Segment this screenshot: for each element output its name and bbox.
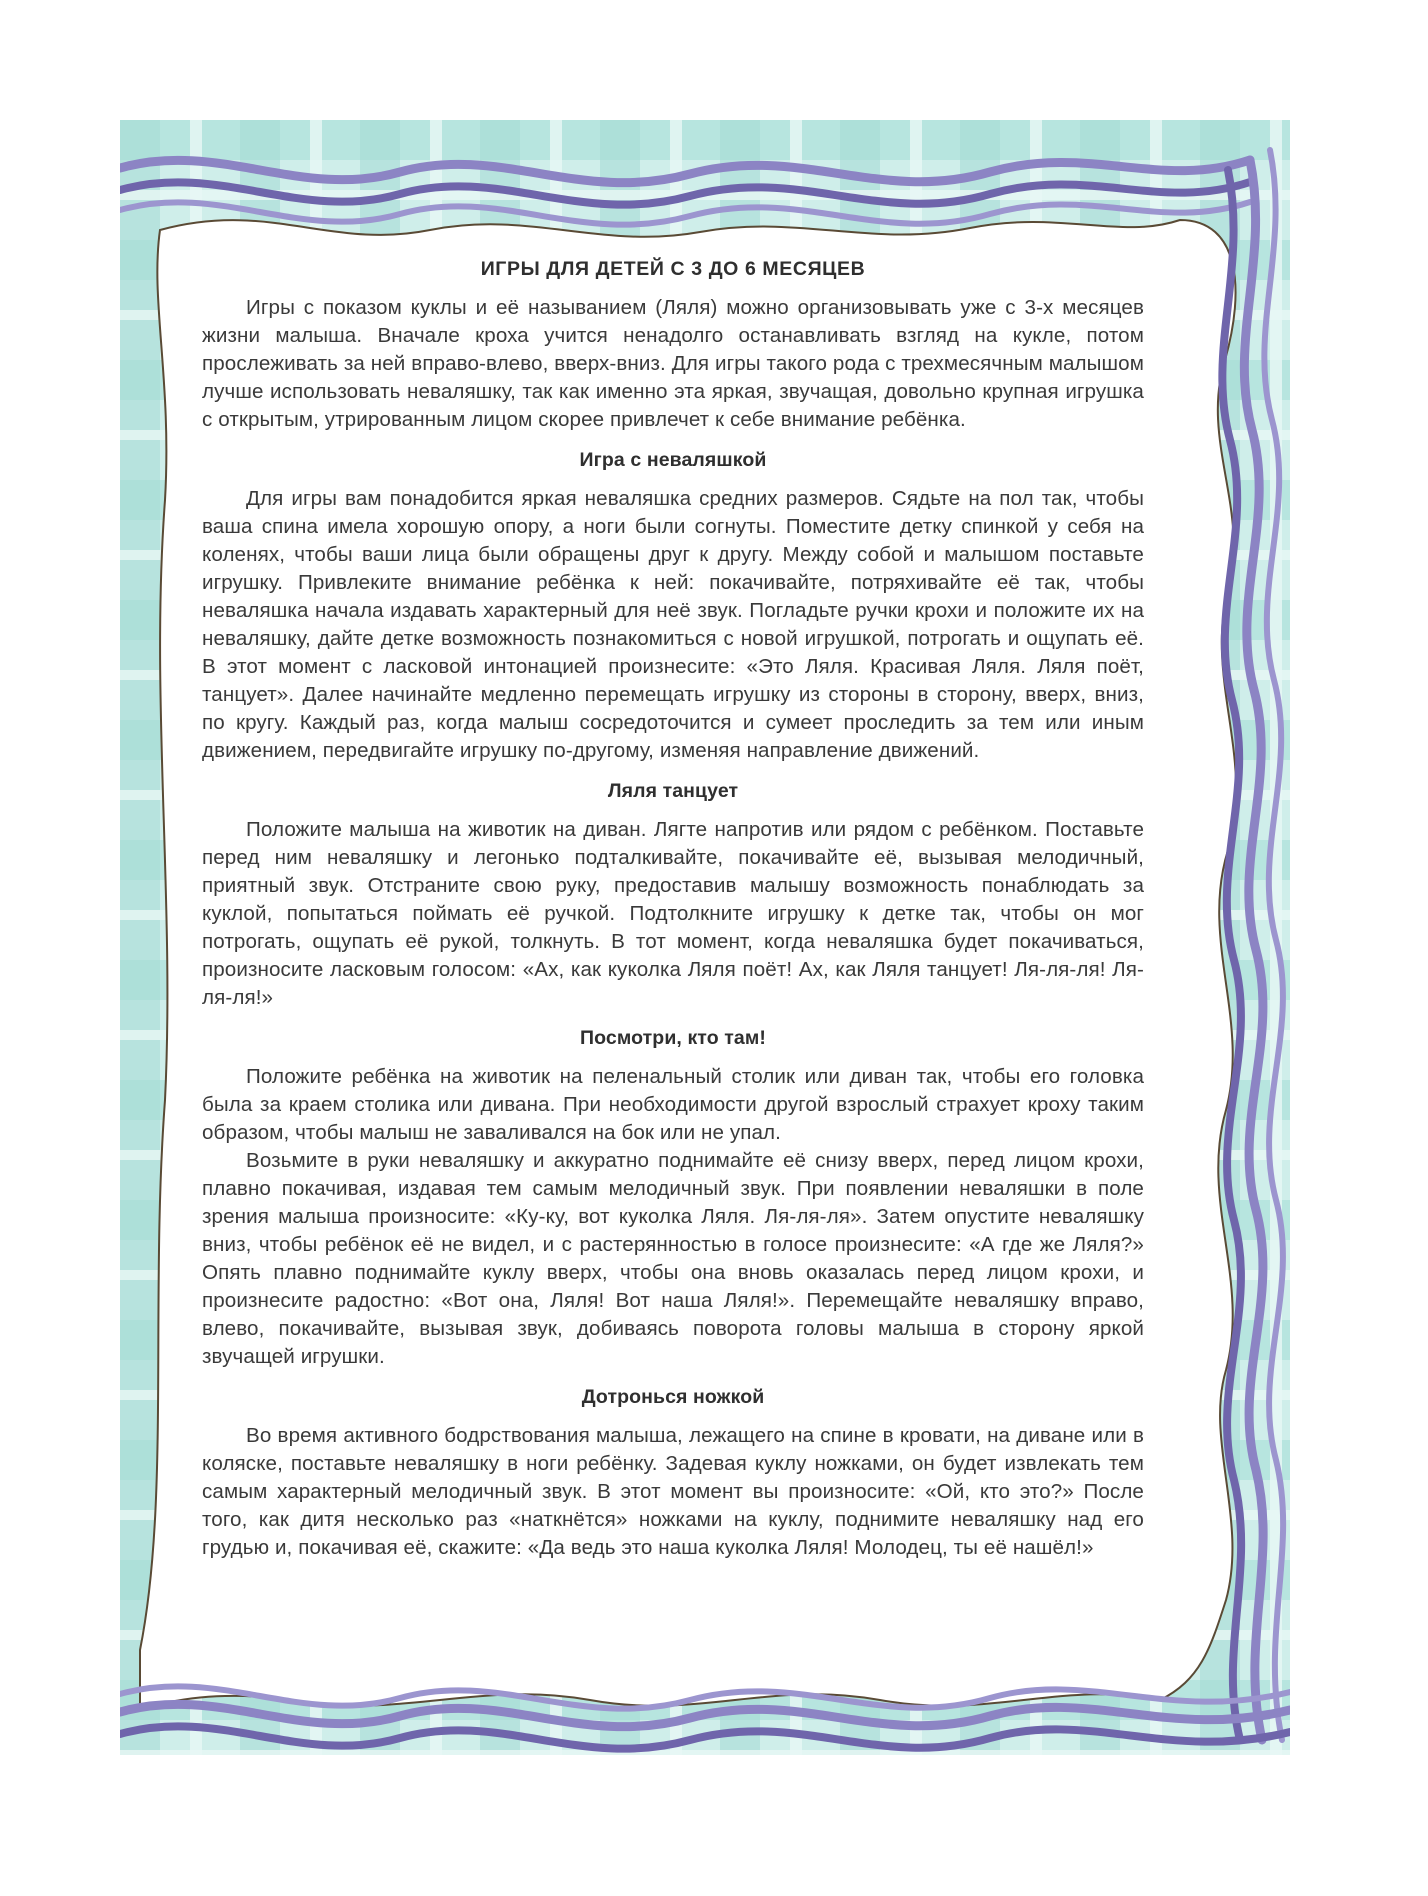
section-paragraph: Положите малыша на животик на диван. Лягте напротив или рядом с ребёнком. Поставьте перед ним неваляшку и легонько подталкивайте, покачивайте её, вызывая мелодичный, приятный звук. Отстраните свою руку, предоставив малышу возможность понаблюдать за куклой, попытаться поймать её ручкой. Подтолкните игрушку к детке так, чтобы он мог потрогать, ощупать её рукой, толкнуть. В тот момент, когда неваляшка будет покачиваться, произносите ласковым голосом: «Ах, как куколка Ляля поёт! Ах, как Ляля танцует! Ля-ля-ля! Ля-ля-ля!» — [202, 818, 1144, 1009]
article — [202, 255, 1144, 1562]
section-paragraph: Во время активного бодрствования малыша, лежащего на спине в кровати, на диване или в коляске, поставьте неваляшку в ноги ребёнку. Задевая куклу ножками, он будет извлекать тем самым характерный мелодичный звук. В этот момент вы произносите: «Ой, кто это?» После того, как дитя несколько раз «наткнётся» ножками на куклу, поднимите неваляшку над его грудью и, покачивая её, скажите: «Да ведь это наша куколка Ляля! Молодец, ты её нашёл!» — [202, 1424, 1144, 1559]
section-heading-posmotri-kto-tam: Посмотри, кто там! — [580, 1027, 766, 1049]
page-title: ИГРЫ ДЛЯ ДЕТЕЙ С 3 ДО 6 МЕСЯЦЕВ — [480, 258, 866, 280]
intro-paragraph: Игры с показом куклы и её называнием (Ляля) можно организовывать уже с 3-х месяцев жизни малыша. Вначале кроха учится ненадолго останавливать взгляд на кукле, потом прослеживать за ней вправо-влево, вверх-вниз. Для игры такого рода с трехмесячным малышом лучше использовать неваляшку, так как именно эта яркая, звучащая, довольно крупная игрушка с открытым, утрированным лицом скорее привлечет к себе внимание ребёнка. — [202, 296, 1144, 431]
section-heading-lyalya-tantsuet: Ляля танцует — [607, 780, 739, 802]
section-paragraph: Для игры вам понадобится яркая неваляшка средних размеров. Сядьте на пол так, чтобы ваша спина имела хорошую опору, а ноги были согнуты. Поместите детку спинкой у себя на коленях, чтобы ваши лица были обращены друг к другу. Между собой и малышом поставьте игрушку. Привлеките внимание ребёнка к ней: покачивайте, потряхивайте её так, чтобы неваляшка начала издавать характерный для неё звук. Погладьте ручки крохи и положите их на неваляшку, дайте детке возможность познакомиться с новой игрушкой, потрогать и ощупать её. В этот момент с ласковой интонацией произнесите: «Это Ляля. Красивая Ляля. Ляля поёт, танцует». Далее начинайте медленно перемещать игрушку из стороны в сторону, вверх, вниз, по кругу. Каждый раз, когда малыш сосредоточится и сумеет проследить за тем или иным движением, передвигайте игрушку по-другому, изменяя направление движений. — [202, 487, 1144, 762]
section-paragraph: Положите ребёнка на животик на пеленальный столик или диван так, чтобы его головка была за краем столика или дивана. При необходимости другой взрослый страхует кроху таким образом, чтобы малыш не заваливался на бок или не упал. — [202, 1065, 1144, 1144]
section-heading-nevalyashka: Игра с неваляшкой — [579, 449, 767, 471]
section-heading-dotronsya-nozhkoy: Дотронься ножкой — [581, 1386, 765, 1408]
section-paragraph: Возьмите в руки неваляшку и аккуратно поднимайте её снизу вверх, перед лицом крохи, плавно покачивая, издавая тем самым мелодичный звук. При появлении неваляшки в поле зрения малыша произносите: «Ку-ку, вот куколка Ляля. Ля-ля-ля». Затем опустите неваляшку вниз, чтобы ребёнок её не видел, и с растерянностью в голосе произнесите: «А где же Ляля?» Опять плавно поднимайте куклу вверх, чтобы она вновь оказалась перед лицом крохи, и произнесите радостно: «Вот она, Ляля! Вот наша Ляля!». Перемещайте неваляшку вправо, влево, покачивайте, вызывая звук, добиваясь поворота головы малыша в сторону яркой звучащей игрушки. — [202, 1149, 1144, 1368]
